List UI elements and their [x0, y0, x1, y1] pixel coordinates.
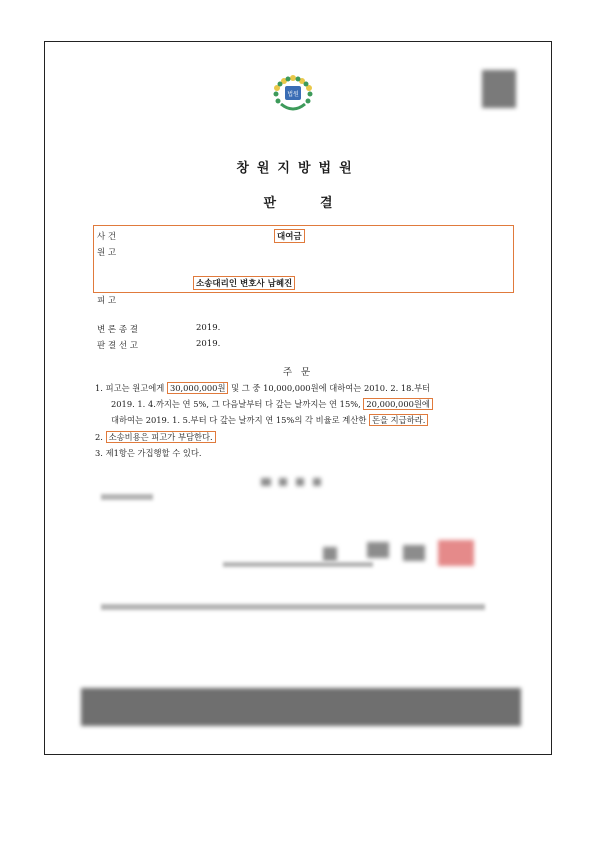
document-page [44, 41, 552, 755]
seal-label: 법원 [287, 91, 299, 98]
ruling-title: 주 문 [282, 367, 314, 378]
ruling-item-3: 3. 제1항은 가집행할 수 있다. [95, 448, 202, 458]
court-name: 창원지방법원 [236, 161, 360, 176]
redacted-signature [323, 547, 337, 561]
ruling-item-1-line-3: 대하여는 2019. 1. 5.부터 다 갚는 날까지 연 15%의 각 비율로 계산한 돈을 지급하라. [111, 413, 428, 427]
redacted-block [279, 478, 287, 486]
amount-30m: 30,000,000원 [167, 382, 229, 394]
label-closing: 변 론 종 결 [97, 325, 138, 335]
label-sentence: 판 결 선 고 [97, 341, 138, 351]
redacted-footer-block [81, 688, 521, 726]
ruling-item-1-line-2: 2019. 1. 4.까지는 연 5%, 그 다음날부터 다 갚는 날까지는 연 15%, 20,000,000원에 [111, 397, 433, 411]
ruling-item-2: 2. 소송비용은 피고가 부담한다. [95, 430, 216, 444]
court-seal-icon [271, 74, 315, 114]
document-title: 판 결 [263, 196, 333, 211]
redacted-signature [403, 545, 425, 561]
redacted-line [223, 562, 373, 567]
label-plaintiff: 원 고 [97, 248, 117, 258]
redacted-signature [367, 542, 389, 558]
ruling-item-1-line-1: 1. 피고는 원고에게 30,000,000원 및 그 중 10,000,000원에 대하여는 2010. 2. 18.부터 [95, 383, 431, 393]
redacted-line [101, 494, 153, 500]
payment-order: 돈을 지급하라. [369, 414, 428, 426]
plaintiff-counsel: 소송대리인 변호사 남혜진 [193, 276, 295, 290]
closing-date: 2019. [196, 323, 221, 333]
amount-20m: 20,000,000원에 [363, 398, 433, 410]
label-defendant: 피 고 [97, 296, 117, 306]
redacted-block [296, 478, 304, 486]
redacted-seal [438, 540, 474, 566]
redacted-stamp [482, 70, 516, 108]
cost-burden: 소송비용은 피고가 부담한다. [106, 431, 216, 443]
case-name: 대여금 [274, 229, 305, 243]
sentence-date: 2019. [196, 339, 221, 349]
redacted-block [261, 478, 271, 486]
redacted-block [313, 478, 321, 486]
redacted-footer-line [101, 604, 485, 610]
label-case: 사 건 [97, 232, 117, 242]
